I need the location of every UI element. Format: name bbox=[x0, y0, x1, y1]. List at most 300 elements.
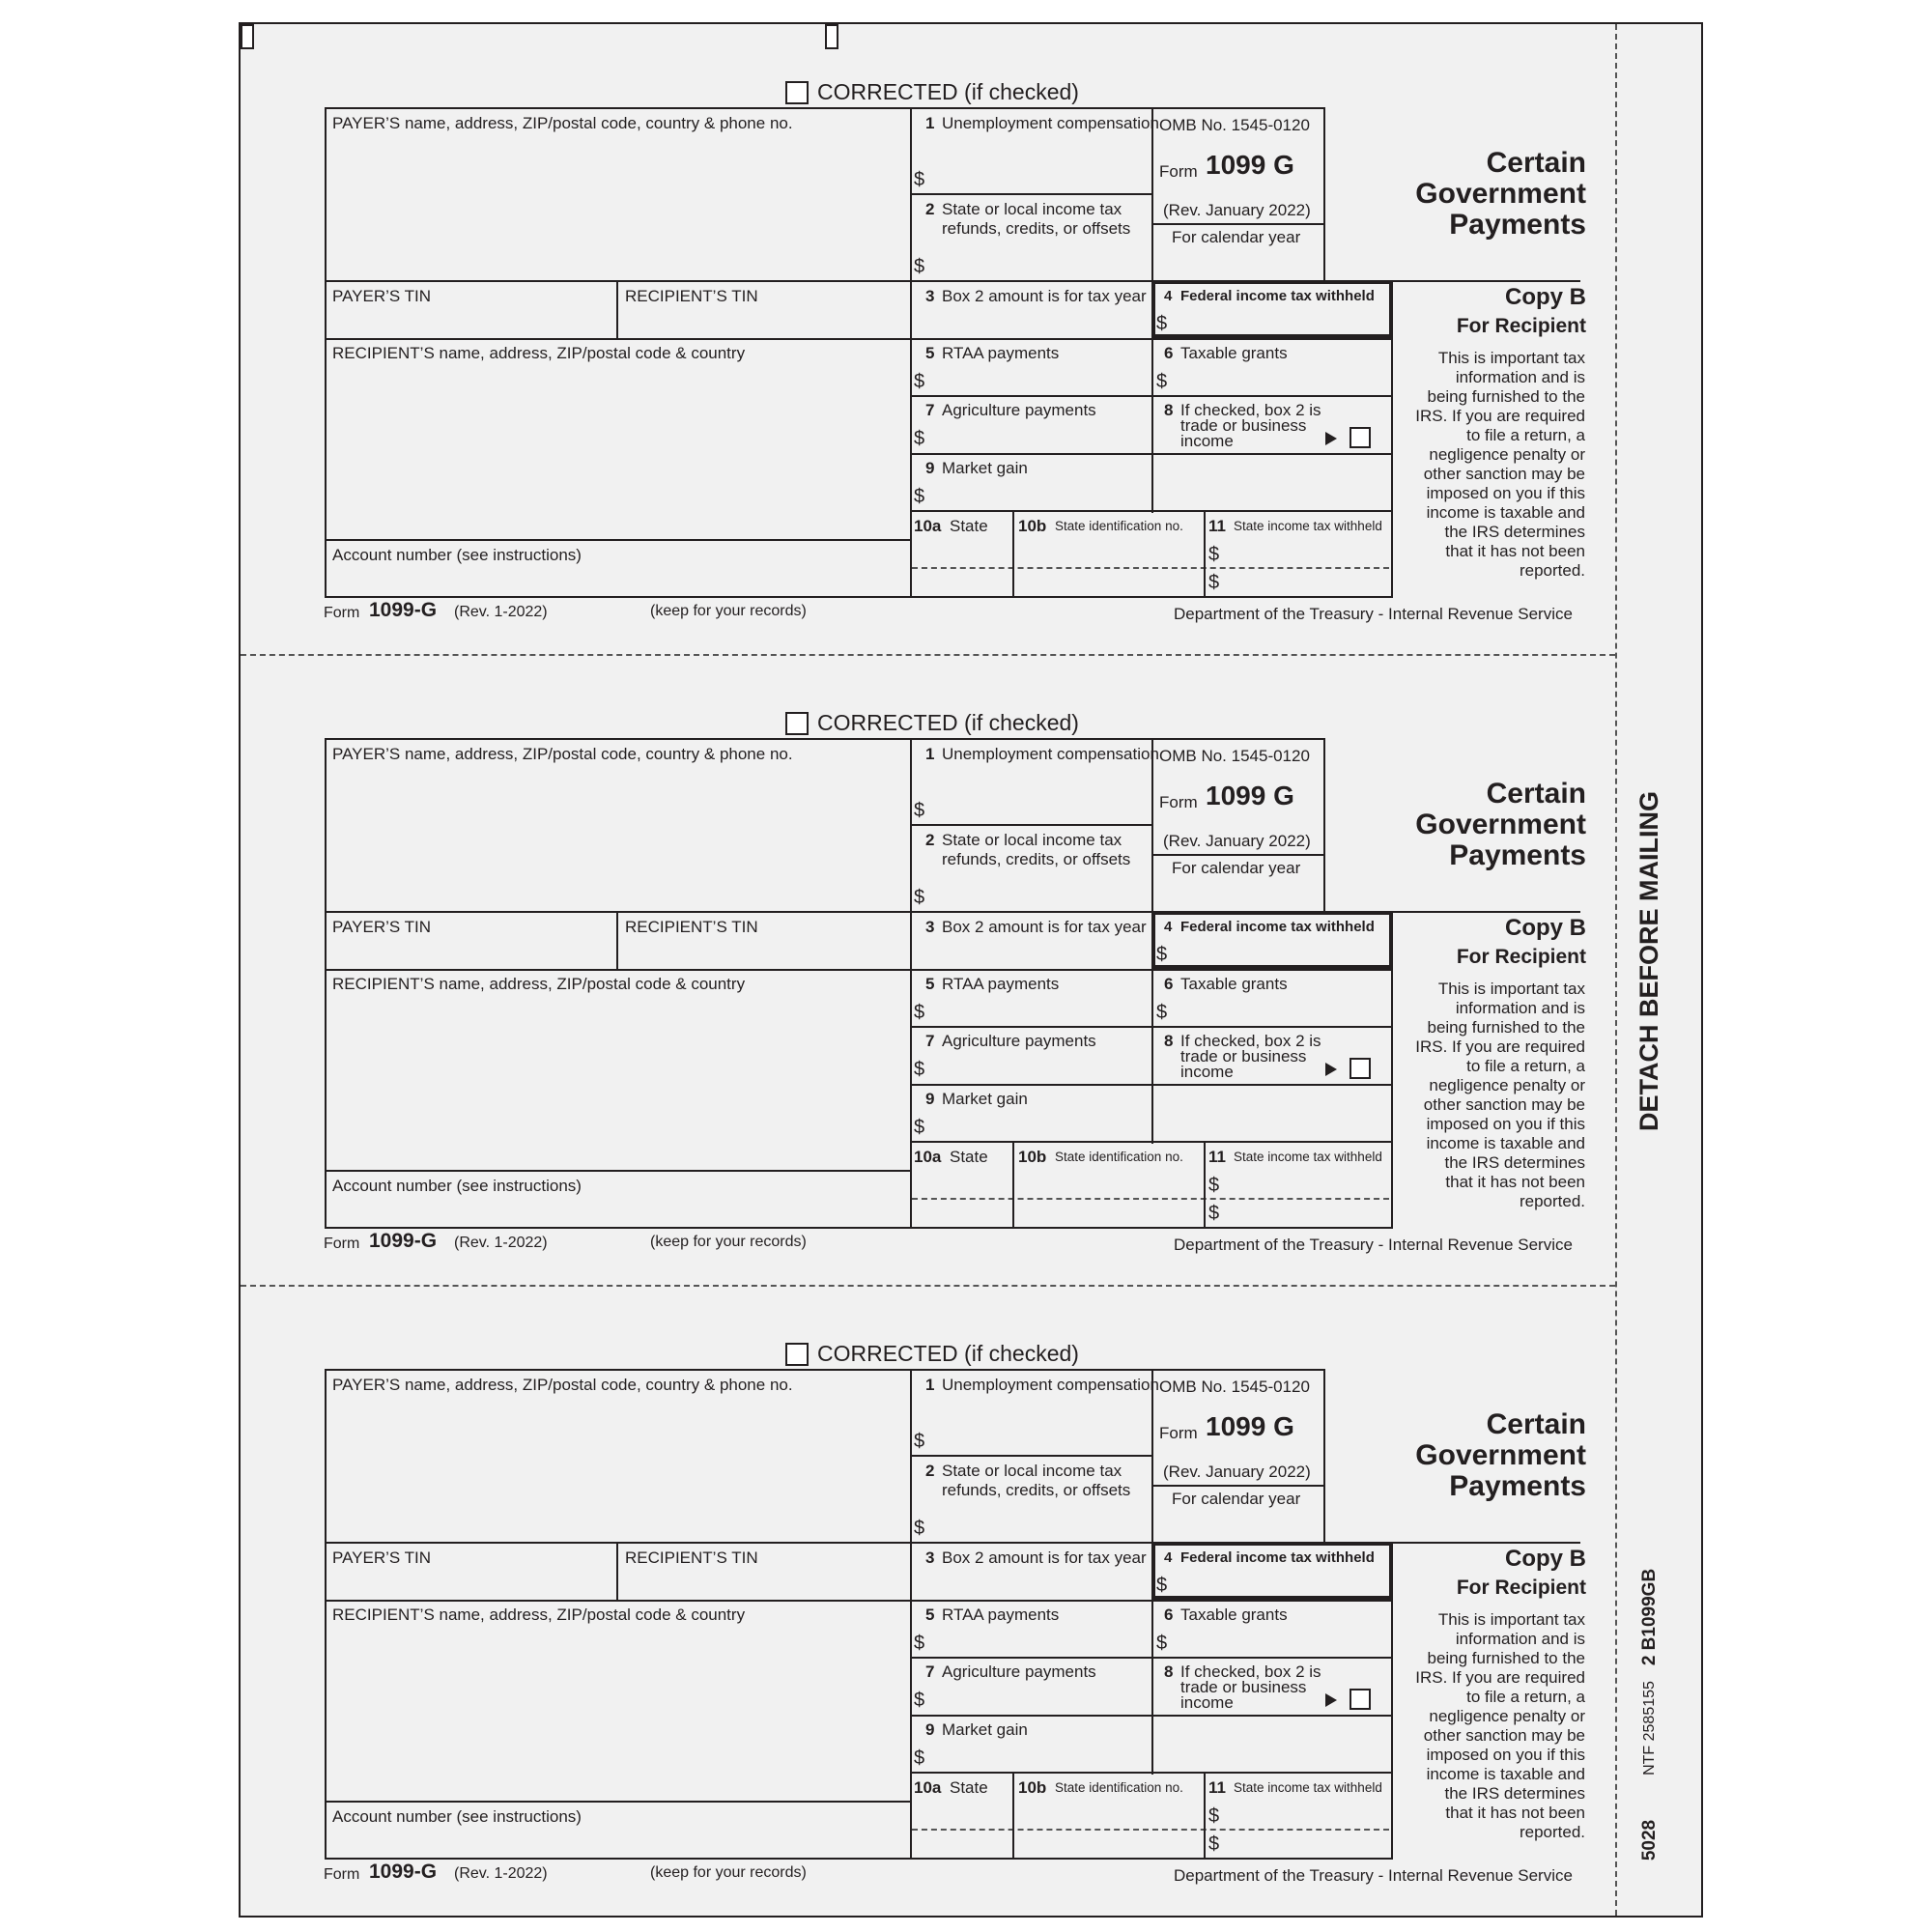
grid-line bbox=[910, 1715, 1391, 1717]
box-2-amount-field[interactable] bbox=[927, 1511, 1148, 1540]
box-1-number: 1 bbox=[925, 114, 935, 132]
box-7-label: Agriculture payments bbox=[942, 401, 1096, 419]
form-1099g-copy-1 bbox=[0, 0, 1932, 623]
box-3-number: 3 bbox=[925, 1548, 935, 1567]
box-8-label-line1: If checked, box 2 is bbox=[1180, 1032, 1321, 1050]
grid-line bbox=[910, 395, 1391, 397]
box-10a-field-1[interactable] bbox=[914, 1172, 1009, 1196]
grid-line bbox=[616, 280, 618, 340]
payer-tin-field[interactable] bbox=[328, 307, 612, 336]
box-10a-field-2[interactable] bbox=[914, 1201, 1009, 1225]
account-number-label: Account number (see instructions) bbox=[332, 546, 582, 564]
recipient-notice-line: the IRS determines bbox=[1444, 1784, 1585, 1803]
box-11-number: 11 bbox=[1208, 1778, 1226, 1797]
payer-name-field[interactable] bbox=[328, 135, 906, 276]
box-11-field-2[interactable] bbox=[1223, 1832, 1387, 1856]
recipient-tin-field[interactable] bbox=[620, 1569, 906, 1598]
box-4-dollar: $ bbox=[1156, 944, 1168, 965]
recipient-notice-line: income is taxable and bbox=[1426, 1765, 1585, 1783]
box-5-number: 5 bbox=[925, 1605, 935, 1624]
box-3-number: 3 bbox=[925, 287, 935, 305]
box-6-dollar: $ bbox=[1156, 1002, 1168, 1023]
corrected-label: CORRECTED (if checked) bbox=[817, 710, 1079, 735]
footer-department: Department of the Treasury - Internal Revenue Service bbox=[1174, 1236, 1573, 1254]
grid-line bbox=[325, 1369, 1323, 1371]
footer-revision: (Rev. 1-2022) bbox=[454, 1865, 548, 1882]
box-11-field-1[interactable] bbox=[1223, 1172, 1387, 1196]
footer-form-number: 1099-G bbox=[369, 1861, 438, 1883]
box-7-dollar: $ bbox=[914, 428, 925, 449]
grid-line bbox=[616, 1542, 618, 1602]
recipient-notice-line: negligence penalty or bbox=[1429, 1707, 1585, 1725]
recipient-notice-line: reported. bbox=[1519, 561, 1585, 580]
box-6-label: Taxable grants bbox=[1180, 344, 1288, 362]
calendar-year-label: For calendar year bbox=[1172, 1490, 1301, 1508]
grid-line bbox=[910, 1084, 1391, 1086]
box-2-dollar: $ bbox=[914, 1518, 925, 1539]
recipient-notice bbox=[1392, 980, 1585, 1211]
recipient-name-label: RECIPIENT’S name, address, ZIP/postal code & country bbox=[332, 975, 746, 993]
box-4-amount-field[interactable] bbox=[1171, 940, 1387, 965]
box-4-label: Federal income tax withheld bbox=[1180, 1549, 1375, 1566]
omb-number: OMB No. 1545-0120 bbox=[1159, 747, 1310, 765]
box-3-number: 3 bbox=[925, 918, 935, 936]
box-9-dollar: $ bbox=[914, 1117, 925, 1138]
corrected-checkbox[interactable] bbox=[785, 712, 809, 735]
recipient-notice-line: other sanction may be bbox=[1423, 1726, 1585, 1745]
box-3-year-field[interactable] bbox=[914, 309, 1148, 336]
copy-b-label: Copy B bbox=[1505, 915, 1586, 941]
recipient-notice-line: that it has not been bbox=[1445, 1804, 1585, 1822]
grid-line bbox=[1151, 1485, 1325, 1487]
recipient-notice-line: being furnished to the bbox=[1427, 387, 1585, 406]
recipient-notice-line: being furnished to the bbox=[1427, 1649, 1585, 1667]
recipient-tin-label: RECIPIENT’S TIN bbox=[625, 287, 758, 305]
box-8-label-line2: trade or business bbox=[1180, 416, 1307, 435]
box-10b-field-2[interactable] bbox=[1016, 1201, 1200, 1225]
box-11-dollar-2: $ bbox=[1208, 1833, 1220, 1855]
box-2-dollar: $ bbox=[914, 256, 925, 277]
recipient-notice-line: This is important tax bbox=[1437, 980, 1585, 998]
recipient-notice-line: information and is bbox=[1455, 1630, 1585, 1648]
box-11-dollar-1: $ bbox=[1208, 544, 1220, 565]
box-10b-field-1[interactable] bbox=[1016, 1803, 1200, 1827]
box-9-label: Market gain bbox=[942, 459, 1028, 477]
form-word: Form bbox=[1159, 793, 1198, 811]
grid-line bbox=[910, 453, 1391, 455]
form-title-line2: Government bbox=[1415, 178, 1586, 210]
arrow-right-icon bbox=[1325, 1693, 1337, 1707]
box-2-label-line1: State or local income tax bbox=[942, 831, 1122, 849]
form-code-label: 2 B1099GB bbox=[1639, 1568, 1660, 1666]
account-number-field[interactable] bbox=[328, 1829, 906, 1856]
recipient-notice-line: IRS. If you are required bbox=[1415, 1037, 1585, 1056]
grid-line bbox=[325, 596, 1391, 598]
recipient-notice-line: to file a return, a bbox=[1466, 426, 1585, 444]
box-7-amount-field[interactable] bbox=[927, 422, 1148, 449]
recipient-name-field[interactable] bbox=[328, 1627, 906, 1797]
box-6-amount-field[interactable] bbox=[1171, 1627, 1387, 1654]
box-10b-field-2[interactable] bbox=[1016, 570, 1200, 594]
box-8-label-line3: income bbox=[1180, 1063, 1234, 1081]
payer-tin-label: PAYER’S TIN bbox=[332, 1548, 432, 1567]
grid-line bbox=[910, 107, 912, 598]
box-10a-number: 10a bbox=[914, 1778, 942, 1797]
box-11-dollar-1: $ bbox=[1208, 1175, 1220, 1196]
grid-line-dashed bbox=[912, 1198, 1389, 1200]
box-1-amount-field[interactable] bbox=[927, 795, 1148, 822]
box-2-number: 2 bbox=[925, 1462, 935, 1480]
box-2-label-line1: State or local income tax bbox=[942, 200, 1122, 218]
payer-name-label: PAYER’S name, address, ZIP/postal code, country & phone no. bbox=[332, 745, 793, 763]
footer-revision: (Rev. 1-2022) bbox=[454, 1235, 548, 1251]
footer-form-word: Form bbox=[324, 1236, 360, 1252]
corrected-label: CORRECTED (if checked) bbox=[817, 1341, 1079, 1366]
grid-line bbox=[325, 539, 912, 541]
box-9-dollar: $ bbox=[914, 1747, 925, 1769]
box-10b-number: 10b bbox=[1018, 517, 1047, 535]
grid-line bbox=[910, 1455, 1153, 1457]
box-9-label: Market gain bbox=[942, 1720, 1028, 1739]
form-title-line2: Government bbox=[1415, 809, 1586, 840]
recipient-tin-field[interactable] bbox=[620, 307, 906, 336]
footer-department: Department of the Treasury - Internal Revenue Service bbox=[1174, 1866, 1573, 1885]
form-title-line3: Payments bbox=[1449, 839, 1586, 871]
box-7-dollar: $ bbox=[914, 1059, 925, 1080]
recipient-notice-line: to file a return, a bbox=[1466, 1688, 1585, 1706]
box-7-number: 7 bbox=[925, 401, 935, 419]
recipient-notice-line: information and is bbox=[1455, 999, 1585, 1017]
box-8-label-line2: trade or business bbox=[1180, 1047, 1307, 1065]
grid-line bbox=[325, 338, 1391, 340]
box-9-dollar: $ bbox=[914, 486, 925, 507]
recipient-notice-line: imposed on you if this bbox=[1426, 1746, 1585, 1764]
recipient-notice-line: other sanction may be bbox=[1423, 1095, 1585, 1114]
box-2-dollar: $ bbox=[914, 887, 925, 908]
payer-name-field[interactable] bbox=[328, 1397, 906, 1538]
grid-line bbox=[910, 1141, 1391, 1143]
box-11-dollar-1: $ bbox=[1208, 1805, 1220, 1827]
form-title-line2: Government bbox=[1415, 1439, 1586, 1471]
box-2-amount-field[interactable] bbox=[927, 249, 1148, 278]
box-1-amount-field[interactable] bbox=[927, 1426, 1148, 1453]
box-2-label-line1: State or local income tax bbox=[942, 1462, 1122, 1480]
recipient-notice-line: imposed on you if this bbox=[1426, 1115, 1585, 1133]
box-1-amount-field[interactable] bbox=[927, 164, 1148, 191]
box-9-amount-field[interactable] bbox=[927, 1742, 1148, 1769]
grid-line bbox=[325, 1170, 912, 1172]
recipient-notice-line: other sanction may be bbox=[1423, 465, 1585, 483]
box-8-label-line1: If checked, box 2 is bbox=[1180, 1662, 1321, 1681]
recipient-tin-field[interactable] bbox=[620, 938, 906, 967]
box-10b-field-2[interactable] bbox=[1016, 1832, 1200, 1856]
box-10b-label: State identification no. bbox=[1055, 1780, 1183, 1795]
recipient-notice bbox=[1392, 349, 1585, 581]
box-8-number: 8 bbox=[1164, 1032, 1174, 1050]
form-number: 1099 G bbox=[1206, 781, 1294, 810]
footer-form-word: Form bbox=[324, 1866, 360, 1883]
payer-tin-field[interactable] bbox=[328, 1569, 612, 1598]
grid-line bbox=[325, 1369, 327, 1860]
for-recipient-label: For Recipient bbox=[1456, 946, 1586, 968]
box-6-amount-field[interactable] bbox=[1171, 365, 1387, 392]
grid-line bbox=[1204, 1141, 1206, 1229]
box-11-field-1[interactable] bbox=[1223, 541, 1387, 565]
recipient-name-label: RECIPIENT’S name, address, ZIP/postal code & country bbox=[332, 1605, 746, 1624]
grid-line bbox=[910, 1026, 1391, 1028]
arrow-right-icon bbox=[1325, 1063, 1337, 1076]
recipient-notice-line: income is taxable and bbox=[1426, 503, 1585, 522]
box-5-dollar: $ bbox=[914, 371, 925, 392]
recipient-notice-line: This is important tax bbox=[1437, 1610, 1585, 1629]
box-11-field-2[interactable] bbox=[1223, 1201, 1387, 1225]
box-10b-field-1[interactable] bbox=[1016, 541, 1200, 565]
box-11-label: State income tax withheld bbox=[1234, 519, 1382, 533]
calendar-year-field[interactable] bbox=[1155, 249, 1320, 278]
payer-tin-label: PAYER’S TIN bbox=[332, 918, 432, 936]
form-title bbox=[1415, 779, 1586, 871]
recipient-notice-line: IRS. If you are required bbox=[1415, 1668, 1585, 1687]
recipient-notice-line: that it has not been bbox=[1445, 1173, 1585, 1191]
box-9-amount-field[interactable] bbox=[927, 480, 1148, 507]
recipient-notice-line: information and is bbox=[1455, 368, 1585, 386]
detach-before-mailing-label: DETACH BEFORE MAILING bbox=[1634, 791, 1663, 1131]
grid-line bbox=[1012, 1772, 1014, 1860]
box-9-number: 9 bbox=[925, 1090, 935, 1108]
recipient-notice-line: income is taxable and bbox=[1426, 1134, 1585, 1152]
for-recipient-label: For Recipient bbox=[1456, 1577, 1586, 1599]
box-3-year-field[interactable] bbox=[914, 1571, 1148, 1598]
revision-date: (Rev. January 2022) bbox=[1163, 1463, 1311, 1481]
box-8-number: 8 bbox=[1164, 401, 1174, 419]
box-11-dollar-2: $ bbox=[1208, 1203, 1220, 1224]
payer-name-label: PAYER’S name, address, ZIP/postal code, country & phone no. bbox=[332, 1376, 793, 1394]
footer-form-number: 1099-G bbox=[369, 599, 438, 621]
box-6-label: Taxable grants bbox=[1180, 975, 1288, 993]
box-8-checkbox[interactable] bbox=[1350, 1689, 1371, 1710]
box-6-number: 6 bbox=[1164, 975, 1174, 993]
calendar-year-field[interactable] bbox=[1155, 880, 1320, 909]
box-10b-label: State identification no. bbox=[1055, 519, 1183, 533]
box-2-number: 2 bbox=[925, 831, 935, 849]
recipient-tin-label: RECIPIENT’S TIN bbox=[625, 918, 758, 936]
box-3-label: Box 2 amount is for tax year bbox=[942, 918, 1147, 936]
grid-line bbox=[1012, 1141, 1014, 1229]
box-10a-label: State bbox=[950, 517, 988, 535]
grid-line bbox=[910, 1369, 912, 1860]
grid-line bbox=[1323, 738, 1325, 913]
recipient-notice-line: reported. bbox=[1519, 1192, 1585, 1210]
footer-keep-records: (keep for your records) bbox=[650, 603, 807, 619]
box-7-label: Agriculture payments bbox=[942, 1032, 1096, 1050]
form-1099g-copy-3 bbox=[0, 1262, 1932, 1885]
box-7-number: 7 bbox=[925, 1662, 935, 1681]
grid-line bbox=[325, 107, 327, 598]
box-7-dollar: $ bbox=[914, 1690, 925, 1711]
recipient-name-field[interactable] bbox=[328, 365, 906, 535]
grid-line bbox=[325, 1227, 1391, 1229]
recipient-notice-line: imposed on you if this bbox=[1426, 484, 1585, 502]
payer-tin-field[interactable] bbox=[328, 938, 612, 967]
copy-b-label: Copy B bbox=[1505, 1546, 1586, 1572]
box-8-number: 8 bbox=[1164, 1662, 1174, 1681]
box-4-number: 4 bbox=[1164, 919, 1173, 935]
recipient-name-field[interactable] bbox=[328, 996, 906, 1166]
box-4-amount-field[interactable] bbox=[1171, 1571, 1387, 1596]
box-3-year-field[interactable] bbox=[914, 940, 1148, 967]
form-word: Form bbox=[1159, 1424, 1198, 1442]
box-8-checkbox[interactable] bbox=[1350, 427, 1371, 448]
recipient-notice-line: IRS. If you are required bbox=[1415, 407, 1585, 425]
box-1-number: 1 bbox=[925, 745, 935, 763]
footer-form-word: Form bbox=[324, 605, 360, 621]
box-9-number: 9 bbox=[925, 1720, 935, 1739]
box-4-number: 4 bbox=[1164, 288, 1173, 304]
grid-line bbox=[910, 738, 912, 1229]
grid-line bbox=[325, 1858, 1391, 1860]
corrected-label: CORRECTED (if checked) bbox=[817, 79, 1079, 104]
grid-line bbox=[325, 738, 1323, 740]
box-7-label: Agriculture payments bbox=[942, 1662, 1096, 1681]
box-10a-field-2[interactable] bbox=[914, 570, 1009, 594]
grid-line bbox=[910, 1772, 1391, 1774]
box-8-label-line3: income bbox=[1180, 432, 1234, 450]
grid-line bbox=[325, 107, 1323, 109]
box-9-label: Market gain bbox=[942, 1090, 1028, 1108]
box-5-amount-field[interactable] bbox=[927, 365, 1148, 392]
box-10a-number: 10a bbox=[914, 517, 942, 535]
recipient-name-label: RECIPIENT’S name, address, ZIP/postal code & country bbox=[332, 344, 746, 362]
box-5-label: RTAA payments bbox=[942, 1605, 1060, 1624]
payer-tin-label: PAYER’S TIN bbox=[332, 287, 432, 305]
box-1-label: Unemployment compensation bbox=[942, 745, 1159, 763]
form-title-line3: Payments bbox=[1449, 1470, 1586, 1502]
grid-line bbox=[1012, 510, 1014, 598]
box-8-checkbox[interactable] bbox=[1350, 1058, 1371, 1079]
box-6-number: 6 bbox=[1164, 344, 1174, 362]
grid-line bbox=[616, 911, 618, 971]
form-stock-number: 5028 bbox=[1639, 1819, 1660, 1861]
box-1-number: 1 bbox=[925, 1376, 935, 1394]
box-9-amount-field[interactable] bbox=[927, 1111, 1148, 1138]
recipient-notice-line: that it has not been bbox=[1445, 542, 1585, 560]
recipient-notice-line: the IRS determines bbox=[1444, 1153, 1585, 1172]
box-2-amount-field[interactable] bbox=[927, 880, 1148, 909]
box-4-label: Federal income tax withheld bbox=[1180, 919, 1375, 935]
box-3-label: Box 2 amount is for tax year bbox=[942, 287, 1147, 305]
box-10b-number: 10b bbox=[1018, 1778, 1047, 1797]
calendar-year-field[interactable] bbox=[1155, 1511, 1320, 1540]
box-3-label: Box 2 amount is for tax year bbox=[942, 1548, 1147, 1567]
grid-line bbox=[1204, 510, 1206, 598]
form-number: 1099 G bbox=[1206, 1411, 1294, 1441]
box-7-amount-field[interactable] bbox=[927, 1684, 1148, 1711]
form-title bbox=[1415, 1409, 1586, 1502]
grid-line bbox=[325, 1801, 912, 1803]
box-10a-field-1[interactable] bbox=[914, 1803, 1009, 1827]
revision-date: (Rev. January 2022) bbox=[1163, 832, 1311, 850]
box-8-label-line1: If checked, box 2 is bbox=[1180, 401, 1321, 419]
box-11-field-1[interactable] bbox=[1223, 1803, 1387, 1827]
box-11-field-2[interactable] bbox=[1223, 570, 1387, 594]
box-8-label-line3: income bbox=[1180, 1693, 1234, 1712]
grid-line-dashed bbox=[912, 1829, 1389, 1831]
grid-line-dashed bbox=[912, 567, 1389, 569]
form-number: 1099 G bbox=[1206, 150, 1294, 180]
payer-name-label: PAYER’S name, address, ZIP/postal code, country & phone no. bbox=[332, 114, 793, 132]
box-5-amount-field[interactable] bbox=[927, 996, 1148, 1023]
box-7-amount-field[interactable] bbox=[927, 1053, 1148, 1080]
payer-name-field[interactable] bbox=[328, 766, 906, 907]
form-title-line1: Certain bbox=[1486, 1408, 1586, 1440]
grid-line bbox=[1204, 1772, 1206, 1860]
box-10a-label: State bbox=[950, 1148, 988, 1166]
box-10a-field-2[interactable] bbox=[914, 1832, 1009, 1856]
calendar-year-label: For calendar year bbox=[1172, 228, 1301, 246]
box-5-number: 5 bbox=[925, 344, 935, 362]
box-11-dollar-2: $ bbox=[1208, 572, 1220, 593]
recipient-notice-line: being furnished to the bbox=[1427, 1018, 1585, 1037]
box-2-label-line2: refunds, credits, or offsets bbox=[942, 1481, 1131, 1499]
grid-line bbox=[910, 193, 1153, 195]
box-11-label: State income tax withheld bbox=[1234, 1780, 1382, 1795]
grid-line bbox=[1323, 1369, 1325, 1544]
recipient-notice-line: reported. bbox=[1519, 1823, 1585, 1841]
form-title-line1: Certain bbox=[1486, 147, 1586, 179]
box-2-label-line2: refunds, credits, or offsets bbox=[942, 219, 1131, 238]
box-1-dollar: $ bbox=[914, 800, 925, 821]
box-11-label: State income tax withheld bbox=[1234, 1150, 1382, 1164]
account-number-label: Account number (see instructions) bbox=[332, 1807, 582, 1826]
box-10b-field-1[interactable] bbox=[1016, 1172, 1200, 1196]
revision-date: (Rev. January 2022) bbox=[1163, 201, 1311, 219]
box-10a-field-1[interactable] bbox=[914, 541, 1009, 565]
form-title-line1: Certain bbox=[1486, 778, 1586, 810]
grid-line bbox=[910, 510, 1391, 512]
footer-form-number: 1099-G bbox=[369, 1230, 438, 1252]
account-number-field[interactable] bbox=[328, 567, 906, 594]
box-6-dollar: $ bbox=[1156, 1633, 1168, 1654]
box-1-label: Unemployment compensation bbox=[942, 114, 1159, 132]
grid-line bbox=[1323, 107, 1325, 282]
form-1099g-copy-2 bbox=[0, 631, 1932, 1254]
arrow-right-icon bbox=[1325, 432, 1337, 445]
form-title bbox=[1415, 148, 1586, 241]
box-5-label: RTAA payments bbox=[942, 975, 1060, 993]
corrected-checkbox[interactable] bbox=[785, 81, 809, 104]
box-6-amount-field[interactable] bbox=[1171, 996, 1387, 1023]
box-10b-label: State identification no. bbox=[1055, 1150, 1183, 1164]
corrected-checkbox[interactable] bbox=[785, 1343, 809, 1366]
box-8-label-line2: trade or business bbox=[1180, 1678, 1307, 1696]
account-number-field[interactable] bbox=[328, 1198, 906, 1225]
account-number-label: Account number (see instructions) bbox=[332, 1177, 582, 1195]
box-5-dollar: $ bbox=[914, 1633, 925, 1654]
box-5-label: RTAA payments bbox=[942, 344, 1060, 362]
grid-line bbox=[1151, 854, 1325, 856]
for-recipient-label: For Recipient bbox=[1456, 315, 1586, 337]
footer-department: Department of the Treasury - Internal Revenue Service bbox=[1174, 605, 1573, 623]
calendar-year-label: For calendar year bbox=[1172, 859, 1301, 877]
box-5-amount-field[interactable] bbox=[927, 1627, 1148, 1654]
box-4-amount-field[interactable] bbox=[1171, 309, 1387, 334]
omb-number: OMB No. 1545-0120 bbox=[1159, 116, 1310, 134]
box-10a-number: 10a bbox=[914, 1148, 942, 1166]
box-9-number: 9 bbox=[925, 459, 935, 477]
recipient-notice bbox=[1392, 1610, 1585, 1842]
recipient-notice-line: to file a return, a bbox=[1466, 1057, 1585, 1075]
box-5-dollar: $ bbox=[914, 1002, 925, 1023]
